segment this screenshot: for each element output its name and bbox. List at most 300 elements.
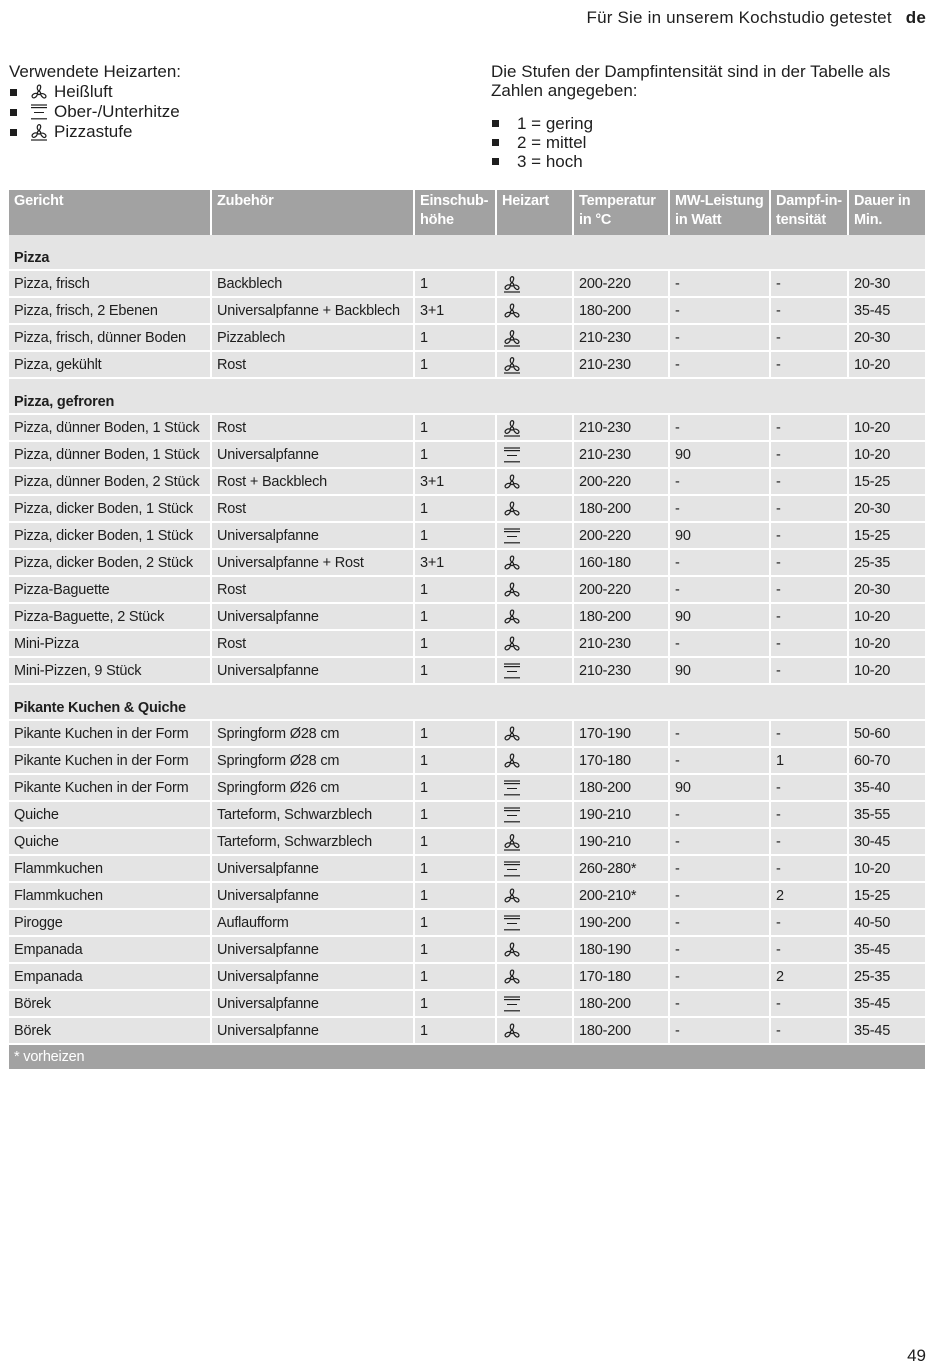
dish-cell: Pizza, frisch, 2 Ebenen (9, 298, 212, 325)
heissluft-icon (502, 725, 522, 743)
column-header: Temperatur in °C (574, 190, 670, 235)
steam-level-label: 2 = mittel (517, 133, 587, 152)
group-row (9, 235, 925, 271)
steam-intensity-cell: - (771, 1018, 849, 1045)
bullet-icon (492, 139, 499, 146)
shelf-level-cell: 1 (415, 964, 497, 991)
group-row (9, 379, 925, 415)
heissluft-icon (502, 752, 522, 770)
temperature-cell: 210-230 (574, 442, 670, 469)
shelf-level-cell: 1 (415, 442, 497, 469)
microwave-power-cell: - (670, 325, 771, 352)
accessory-cell: Rost (212, 631, 415, 658)
pizzastufe-icon (502, 329, 522, 347)
microwave-power-cell: - (670, 829, 771, 856)
heat-type-cell (497, 856, 574, 883)
shelf-level-cell: 1 (415, 658, 497, 685)
shelf-level-cell: 3+1 (415, 469, 497, 496)
microwave-power-cell: - (670, 748, 771, 775)
temperature-cell: 210-230 (574, 415, 670, 442)
footnote: * vorheizen (9, 1045, 925, 1069)
ober-unterhitze-icon (502, 914, 522, 932)
steam-level-label: 3 = hoch (517, 152, 583, 171)
steam-level-label: 1 = gering (517, 114, 594, 133)
ober-unterhitze-icon (29, 103, 49, 121)
table-row (9, 991, 925, 1018)
table-row (9, 352, 925, 379)
heissluft-icon (502, 302, 522, 320)
microwave-power-cell: - (670, 1018, 771, 1045)
shelf-level-cell: 1 (415, 415, 497, 442)
shelf-level-cell: 1 (415, 721, 497, 748)
group-title: Pizza (9, 235, 925, 271)
column-header: Dampf-in- tensität (771, 190, 849, 235)
temperature-cell: 180-200 (574, 991, 670, 1018)
heat-type-cell (497, 721, 574, 748)
steam-intensity-cell: 2 (771, 883, 849, 910)
duration-cell: 35-45 (849, 937, 925, 964)
table-row (9, 721, 925, 748)
temperature-cell: 190-200 (574, 910, 670, 937)
dish-cell: Pirogge (9, 910, 212, 937)
duration-cell: 25-35 (849, 550, 925, 577)
heissluft-icon (502, 608, 522, 626)
microwave-power-cell: - (670, 271, 771, 298)
heat-type-item (9, 122, 181, 142)
shelf-level-cell: 1 (415, 523, 497, 550)
table-row (9, 802, 925, 829)
duration-cell: 35-55 (849, 802, 925, 829)
language-code: de (905, 8, 926, 27)
steam-intensity-cell: - (771, 910, 849, 937)
temperature-cell: 180-200 (574, 775, 670, 802)
ober-unterhitze-icon (502, 527, 522, 545)
microwave-power-cell: - (670, 910, 771, 937)
accessory-cell: Universalpfanne + Rost (212, 550, 415, 577)
table-row (9, 658, 925, 685)
column-header: Gericht (9, 190, 212, 235)
table-row (9, 856, 925, 883)
duration-cell: 35-45 (849, 991, 925, 1018)
accessory-cell: Springform Ø28 cm (212, 748, 415, 775)
dish-cell: Pizza, dünner Boden, 2 Stück (9, 469, 212, 496)
accessory-cell: Springform Ø26 cm (212, 775, 415, 802)
steam-level-item (491, 114, 921, 133)
microwave-power-cell: - (670, 496, 771, 523)
steam-intensity-cell: - (771, 442, 849, 469)
heat-type-cell (497, 937, 574, 964)
table-row (9, 910, 925, 937)
accessory-cell: Rost (212, 352, 415, 379)
table-row (9, 523, 925, 550)
steam-intensity-cell: - (771, 856, 849, 883)
duration-cell: 10-20 (849, 415, 925, 442)
duration-cell: 50-60 (849, 721, 925, 748)
group-title: Pikante Kuchen & Quiche (9, 685, 925, 721)
pizzastufe-icon (502, 833, 522, 851)
temperature-cell: 170-180 (574, 964, 670, 991)
table-row (9, 631, 925, 658)
shelf-level-cell: 1 (415, 748, 497, 775)
pizzastufe-icon (502, 356, 522, 374)
dish-cell: Pizza, frisch (9, 271, 212, 298)
duration-cell: 20-30 (849, 577, 925, 604)
microwave-power-cell: 90 (670, 658, 771, 685)
heat-type-cell (497, 496, 574, 523)
column-header: Einschub- höhe (415, 190, 497, 235)
duration-cell: 20-30 (849, 496, 925, 523)
duration-cell: 15-25 (849, 469, 925, 496)
heat-type-cell (497, 352, 574, 379)
accessory-cell: Backblech (212, 271, 415, 298)
accessory-cell: Rost + Backblech (212, 469, 415, 496)
accessory-cell: Tarteform, Schwarzblech (212, 829, 415, 856)
accessory-cell: Pizzablech (212, 325, 415, 352)
dish-cell: Flammkuchen (9, 883, 212, 910)
heat-type-cell (497, 604, 574, 631)
steam-intensity-cell: - (771, 298, 849, 325)
temperature-cell: 180-200 (574, 1018, 670, 1045)
dish-cell: Quiche (9, 802, 212, 829)
column-header: MW-Leistung in Watt (670, 190, 771, 235)
microwave-power-cell: 90 (670, 523, 771, 550)
microwave-power-cell: - (670, 964, 771, 991)
steam-intensity-cell: - (771, 631, 849, 658)
dish-cell: Mini-Pizza (9, 631, 212, 658)
dish-cell: Pizza, dicker Boden, 1 Stück (9, 496, 212, 523)
shelf-level-cell: 1 (415, 496, 497, 523)
steam-intensity-cell: - (771, 604, 849, 631)
heat-type-item (9, 102, 181, 122)
heat-types-section (9, 62, 181, 142)
duration-cell: 60-70 (849, 748, 925, 775)
ober-unterhitze-icon (502, 446, 522, 464)
dish-cell: Pizza, dünner Boden, 1 Stück (9, 442, 212, 469)
table-row (9, 496, 925, 523)
accessory-cell: Universalpfanne (212, 883, 415, 910)
accessory-cell: Universalpfanne (212, 1018, 415, 1045)
temperature-cell: 200-220 (574, 577, 670, 604)
heat-type-cell (497, 802, 574, 829)
heat-type-cell (497, 1018, 574, 1045)
microwave-power-cell: - (670, 631, 771, 658)
accessory-cell: Universalpfanne (212, 964, 415, 991)
dish-cell: Pizza, dicker Boden, 2 Stück (9, 550, 212, 577)
heat-type-cell (497, 577, 574, 604)
steam-intensity-cell: 1 (771, 748, 849, 775)
heissluft-icon (502, 500, 522, 518)
accessory-cell: Rost (212, 496, 415, 523)
heat-type-cell (497, 550, 574, 577)
duration-cell: 15-25 (849, 523, 925, 550)
heat-type-label: Heißluft (54, 82, 113, 101)
accessory-cell: Universalpfanne (212, 991, 415, 1018)
pizzastufe-icon (502, 419, 522, 437)
temperature-cell: 190-210 (574, 802, 670, 829)
heat-type-cell (497, 325, 574, 352)
group-title: Pizza, gefroren (9, 379, 925, 415)
steam-intensity-cell: - (771, 577, 849, 604)
microwave-power-cell: - (670, 469, 771, 496)
microwave-power-cell: - (670, 721, 771, 748)
dish-cell: Pizza-Baguette (9, 577, 212, 604)
microwave-power-cell: - (670, 856, 771, 883)
ober-unterhitze-icon (502, 995, 522, 1013)
microwave-power-cell: - (670, 577, 771, 604)
heat-type-cell (497, 658, 574, 685)
temperature-cell: 170-190 (574, 721, 670, 748)
pizzastufe-icon (29, 123, 49, 141)
heat-type-cell (497, 991, 574, 1018)
ober-unterhitze-icon (502, 860, 522, 878)
temperature-cell: 200-220 (574, 523, 670, 550)
dish-cell: Quiche (9, 829, 212, 856)
duration-cell: 10-20 (849, 604, 925, 631)
temperature-cell: 200-220 (574, 271, 670, 298)
heissluft-icon (502, 554, 522, 572)
steam-intensity-cell: - (771, 550, 849, 577)
accessory-cell: Universalpfanne (212, 856, 415, 883)
pizzastufe-icon (502, 275, 522, 293)
temperature-cell: 210-230 (574, 658, 670, 685)
heat-type-cell (497, 631, 574, 658)
heissluft-icon (502, 1022, 522, 1040)
steam-intensity-cell: - (771, 271, 849, 298)
shelf-level-cell: 1 (415, 910, 497, 937)
duration-cell: 10-20 (849, 856, 925, 883)
heat-type-cell (497, 298, 574, 325)
group-row (9, 685, 925, 721)
steam-levels-text: Die Stufen der Dampfintensität sind in der Tabelle als Zahlen angegeben: (491, 62, 891, 100)
table-row (9, 577, 925, 604)
shelf-level-cell: 1 (415, 631, 497, 658)
steam-intensity-cell: - (771, 802, 849, 829)
heat-type-label: Pizzastufe (54, 122, 133, 141)
duration-cell: 30-45 (849, 829, 925, 856)
heissluft-icon (502, 635, 522, 653)
temperature-cell: 200-220 (574, 469, 670, 496)
shelf-level-cell: 3+1 (415, 298, 497, 325)
steam-levels-list (491, 114, 921, 171)
table-row (9, 298, 925, 325)
accessory-cell: Universalpfanne (212, 523, 415, 550)
heissluft-icon (29, 83, 49, 101)
heissluft-icon (502, 473, 522, 491)
temperature-cell: 210-230 (574, 325, 670, 352)
accessory-cell: Universalpfanne + Backblech (212, 298, 415, 325)
page-number: 49 (907, 1346, 926, 1365)
duration-cell: 10-20 (849, 442, 925, 469)
table-row (9, 775, 925, 802)
accessory-cell: Universalpfanne (212, 658, 415, 685)
steam-intensity-cell: - (771, 325, 849, 352)
microwave-power-cell: - (670, 415, 771, 442)
table-row (9, 325, 925, 352)
table-row (9, 937, 925, 964)
dish-cell: Mini-Pizzen, 9 Stück (9, 658, 212, 685)
microwave-power-cell: 90 (670, 604, 771, 631)
duration-cell: 35-40 (849, 775, 925, 802)
heat-type-cell (497, 910, 574, 937)
temperature-cell: 260-280* (574, 856, 670, 883)
steam-intensity-cell: - (771, 991, 849, 1018)
table-row (9, 442, 925, 469)
dish-cell: Empanada (9, 964, 212, 991)
table-row (9, 415, 925, 442)
bullet-icon (10, 129, 17, 136)
temperature-cell: 200-210* (574, 883, 670, 910)
dish-cell: Pizza, frisch, dünner Boden (9, 325, 212, 352)
temperature-cell: 170-180 (574, 748, 670, 775)
shelf-level-cell: 1 (415, 856, 497, 883)
duration-cell: 40-50 (849, 910, 925, 937)
heat-type-cell (497, 883, 574, 910)
microwave-power-cell: - (670, 802, 771, 829)
table-row (9, 271, 925, 298)
heissluft-icon (502, 941, 522, 959)
accessory-cell: Universalpfanne (212, 937, 415, 964)
heat-type-cell (497, 964, 574, 991)
table-body (9, 235, 925, 1069)
accessory-cell: Universalpfanne (212, 604, 415, 631)
microwave-power-cell: - (670, 991, 771, 1018)
shelf-level-cell: 1 (415, 991, 497, 1018)
heat-types-title: Verwendete Heizarten: (9, 62, 181, 81)
accessory-cell: Auflaufform (212, 910, 415, 937)
temperature-cell: 210-230 (574, 352, 670, 379)
temperature-cell: 190-210 (574, 829, 670, 856)
shelf-level-cell: 3+1 (415, 550, 497, 577)
duration-cell: 35-45 (849, 298, 925, 325)
steam-intensity-cell: - (771, 658, 849, 685)
heat-type-cell (497, 271, 574, 298)
duration-cell: 35-45 (849, 1018, 925, 1045)
accessory-cell: Rost (212, 415, 415, 442)
shelf-level-cell: 1 (415, 829, 497, 856)
heat-type-cell (497, 415, 574, 442)
shelf-level-cell: 1 (415, 937, 497, 964)
table-row (9, 1018, 925, 1045)
duration-cell: 15-25 (849, 883, 925, 910)
bullet-icon (492, 158, 499, 165)
steam-intensity-cell: - (771, 469, 849, 496)
column-header: Zubehör (212, 190, 415, 235)
microwave-power-cell: 90 (670, 442, 771, 469)
column-header: Heizart (497, 190, 574, 235)
heissluft-icon (502, 968, 522, 986)
dish-cell: Börek (9, 1018, 212, 1045)
bullet-icon (10, 109, 17, 116)
heat-type-cell (497, 775, 574, 802)
heat-type-label: Ober-/Unterhitze (54, 102, 180, 121)
shelf-level-cell: 1 (415, 883, 497, 910)
column-header: Dauer in Min. (849, 190, 925, 235)
microwave-power-cell: 90 (670, 775, 771, 802)
duration-cell: 10-20 (849, 631, 925, 658)
heat-type-cell (497, 523, 574, 550)
steam-levels-section (491, 62, 921, 171)
table-row (9, 469, 925, 496)
temperature-cell: 210-230 (574, 631, 670, 658)
footnote-row (9, 1045, 925, 1069)
cooking-table (9, 190, 925, 1069)
shelf-level-cell: 1 (415, 271, 497, 298)
shelf-level-cell: 1 (415, 802, 497, 829)
heat-type-item (9, 82, 181, 102)
bullet-icon (492, 120, 499, 127)
shelf-level-cell: 1 (415, 775, 497, 802)
dish-cell: Flammkuchen (9, 856, 212, 883)
dish-cell: Börek (9, 991, 212, 1018)
ober-unterhitze-icon (502, 779, 522, 797)
heissluft-icon (502, 581, 522, 599)
accessory-cell: Universalpfanne (212, 442, 415, 469)
temperature-cell: 160-180 (574, 550, 670, 577)
ober-unterhitze-icon (502, 662, 522, 680)
dish-cell: Pizza, dicker Boden, 1 Stück (9, 523, 212, 550)
table-row (9, 883, 925, 910)
duration-cell: 25-35 (849, 964, 925, 991)
microwave-power-cell: - (670, 883, 771, 910)
ober-unterhitze-icon (502, 806, 522, 824)
steam-intensity-cell: - (771, 352, 849, 379)
steam-intensity-cell: - (771, 523, 849, 550)
table-row (9, 748, 925, 775)
dish-cell: Pizza, gekühlt (9, 352, 212, 379)
microwave-power-cell: - (670, 298, 771, 325)
dish-cell: Pikante Kuchen in der Form (9, 775, 212, 802)
dish-cell: Pikante Kuchen in der Form (9, 721, 212, 748)
steam-intensity-cell: - (771, 415, 849, 442)
shelf-level-cell: 1 (415, 1018, 497, 1045)
steam-intensity-cell: - (771, 775, 849, 802)
accessory-cell: Rost (212, 577, 415, 604)
dish-cell: Pikante Kuchen in der Form (9, 748, 212, 775)
temperature-cell: 180-200 (574, 604, 670, 631)
duration-cell: 10-20 (849, 352, 925, 379)
steam-intensity-cell: 2 (771, 964, 849, 991)
steam-level-item (491, 133, 921, 152)
microwave-power-cell: - (670, 352, 771, 379)
microwave-power-cell: - (670, 937, 771, 964)
heat-type-cell (497, 748, 574, 775)
heat-type-cell (497, 442, 574, 469)
temperature-cell: 180-200 (574, 298, 670, 325)
steam-level-item (491, 152, 921, 171)
accessory-cell: Tarteform, Schwarzblech (212, 802, 415, 829)
heissluft-icon (502, 887, 522, 905)
table-row (9, 550, 925, 577)
duration-cell: 20-30 (849, 271, 925, 298)
shelf-level-cell: 1 (415, 577, 497, 604)
steam-intensity-cell: - (771, 496, 849, 523)
dish-cell: Pizza, dünner Boden, 1 Stück (9, 415, 212, 442)
heat-type-cell (497, 829, 574, 856)
table-row (9, 829, 925, 856)
dish-cell: Empanada (9, 937, 212, 964)
duration-cell: 10-20 (849, 658, 925, 685)
steam-intensity-cell: - (771, 829, 849, 856)
page-header (586, 8, 926, 28)
temperature-cell: 180-190 (574, 937, 670, 964)
shelf-level-cell: 1 (415, 352, 497, 379)
temperature-cell: 180-200 (574, 496, 670, 523)
shelf-level-cell: 1 (415, 604, 497, 631)
heat-type-cell (497, 469, 574, 496)
table-row (9, 604, 925, 631)
header-title: Für Sie in unserem Kochstudio getestet (586, 8, 892, 27)
bullet-icon (10, 89, 17, 96)
